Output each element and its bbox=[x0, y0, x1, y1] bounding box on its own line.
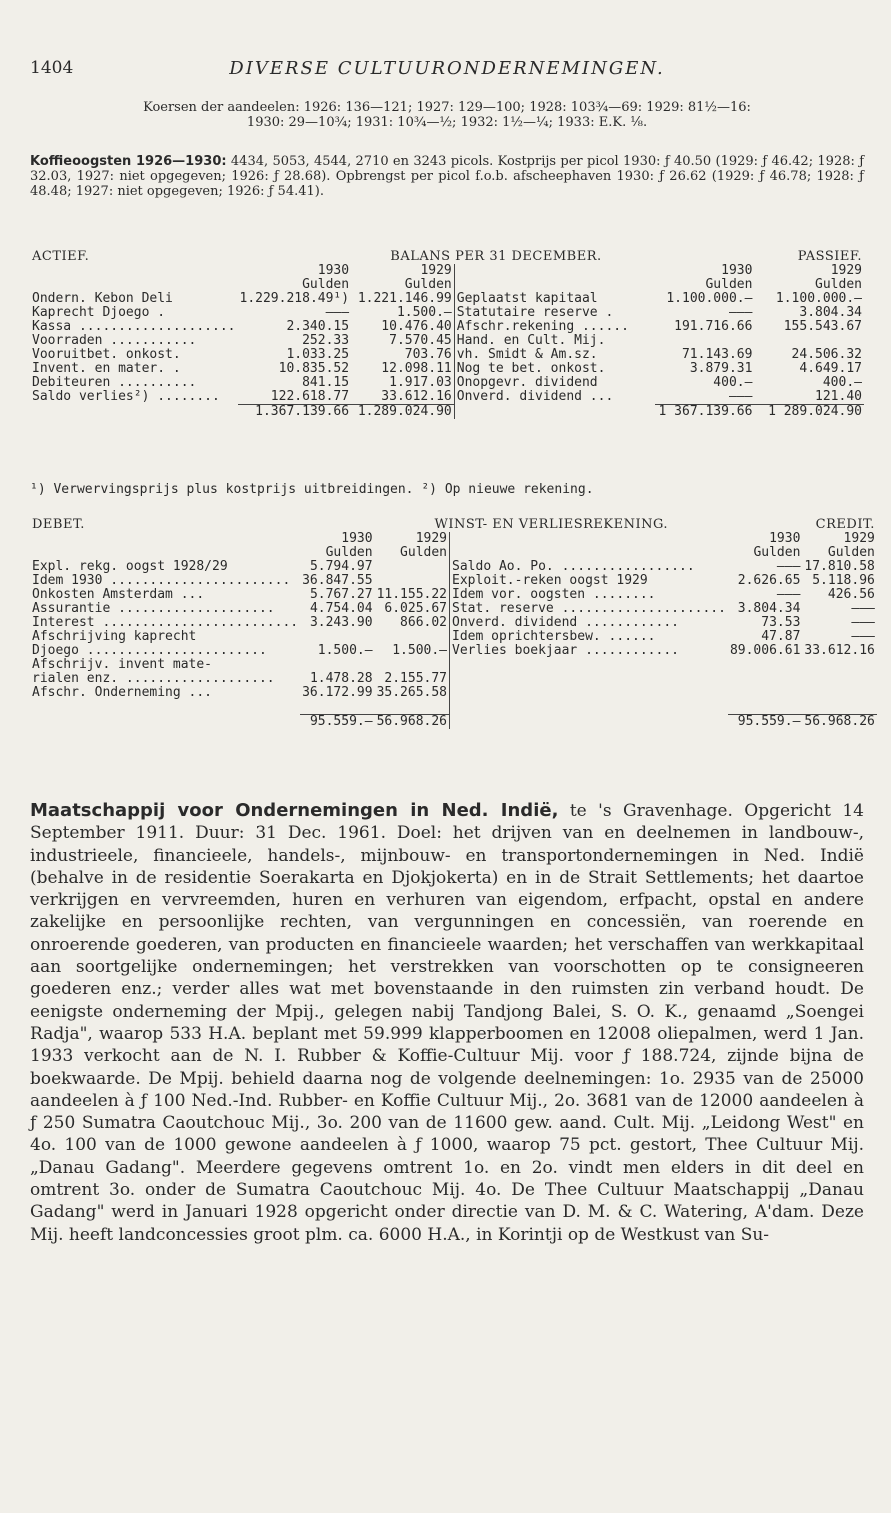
balans-unit: Gulden bbox=[302, 277, 350, 292]
winst-unit: Gulden bbox=[400, 545, 448, 560]
balans-left-value-1929: 12.098.11 bbox=[381, 361, 452, 376]
winst-left-label: Idem 1930 ....................... bbox=[32, 573, 291, 588]
balans-right-label: vh. Smidt & Am.sz. bbox=[454, 348, 655, 362]
balans-right-value-1930 bbox=[655, 334, 754, 348]
balans-right-value-1929: 4.649.17 bbox=[799, 361, 862, 376]
winst-left-value-1929 bbox=[375, 658, 450, 672]
winst-right-label: Saldo Ao. Po. ................. bbox=[450, 560, 728, 574]
balans-left-value-1929: 1.500.— bbox=[396, 305, 452, 320]
winst-right-label: Stat. reserve ..................... bbox=[450, 602, 728, 616]
winst-left-value-1930: 5.794.97 bbox=[309, 559, 373, 574]
balans-row bbox=[30, 306, 864, 320]
balans-left-value-1930: 10.835.52 bbox=[278, 361, 350, 376]
winst-left-value-1930: 4.754.04 bbox=[309, 601, 373, 616]
balans-total: 1.289.024.90 bbox=[351, 405, 454, 420]
balans-right-value-1930: 71.143.69 bbox=[681, 347, 753, 362]
balans-left-label: Vooruitbet. onkost. bbox=[32, 347, 181, 362]
balans-row bbox=[30, 292, 864, 306]
balans-table bbox=[30, 250, 864, 419]
balans-row bbox=[30, 348, 864, 362]
winst-left-label: rialen enz. ................... bbox=[32, 671, 275, 686]
winst-table bbox=[30, 518, 877, 729]
koersen-paragraph bbox=[30, 100, 864, 130]
winst-right-value-1929 bbox=[802, 686, 876, 700]
winst-left-value-1929: 1.500.— bbox=[392, 643, 448, 658]
balans-row bbox=[30, 362, 864, 376]
koffie-paragraph bbox=[30, 154, 864, 199]
balans-right-value-1930: 400.— bbox=[713, 375, 753, 390]
winst-left-value-1929: 6.025.67 bbox=[384, 601, 448, 616]
winst-left-value-1930 bbox=[300, 658, 374, 672]
balans-right-value-1929: 400.— bbox=[822, 375, 862, 390]
balans-left-label: Saldo verlies²) ........ bbox=[32, 389, 220, 405]
winst-row bbox=[30, 574, 877, 588]
winst-right-value-1930: ——— bbox=[776, 559, 801, 574]
balans-left-value-1929: 703.76 bbox=[404, 347, 452, 362]
winst-left-value-1929 bbox=[375, 630, 450, 644]
winst-year: 1930 bbox=[769, 531, 801, 546]
balans-unit: Gulden bbox=[404, 277, 452, 292]
balans-left-value-1930: ——— bbox=[325, 305, 350, 320]
winst-left-value-1930 bbox=[300, 630, 374, 644]
balans-footnote: ¹) Verwervingsprijs plus kostprijs uitbreidingen. ²) Op nieuwe rekening. bbox=[30, 482, 594, 497]
balans-right-label: Onopgevr. dividend bbox=[454, 376, 655, 390]
balans-left-label: Kaprecht Djoego . bbox=[32, 305, 166, 320]
winst-total: 95.559.— bbox=[300, 715, 374, 730]
winst-right-value-1929: 33.612.16 bbox=[804, 643, 875, 658]
winst-right-value-1930: 89.006.61 bbox=[729, 643, 801, 658]
balans-left-value-1930: 252.33 bbox=[302, 333, 350, 348]
winst-right-label: Onverd. dividend ............ bbox=[450, 616, 728, 630]
winst-left-label: Assurantie .................... bbox=[32, 601, 275, 616]
winst-year: 1929 bbox=[415, 531, 448, 546]
balans-right-title: PASSIEF. bbox=[797, 249, 862, 264]
winst-left-value-1929: 866.02 bbox=[400, 615, 448, 630]
winst-left-label: Onkosten Amsterdam ... bbox=[32, 587, 205, 602]
balans-right-label: Onverd. dividend ... bbox=[454, 390, 655, 405]
winst-right-label bbox=[450, 672, 728, 686]
page-number: 1404 bbox=[30, 58, 74, 78]
winst-right-value-1929: ——— bbox=[851, 615, 875, 630]
winst-row bbox=[30, 588, 877, 602]
article-text: te 's Gravenhage. Opgericht 14 September 1911. Duur: 31 Dec. 1961. Doel: het drijven van en deelnemen in landbouw-, industrieele, financieele, handels-, mijnbouw- en transportondernemingen in Ned. Indië (behalve in de residentie Soerakarta en Djokjokerta) en in de Strait Settlements; het daartoe verkrijgen en vervreemden, huren en verhuren van eigendom, erfpacht, opstal en andere zakelijke en persoonlijke rechten, van vergunningen en concessiën, van roerende en onroerende goederen, van producten en financieele waarden; het verschaffen van werkkapitaal aan soortgelijke ondernemingen; het verstrekken van voorschotten op te consigneeren goederen enz.; verder alles wat met bovenstaande in den ruimsten zin verband houdt. De eenigste onderneming der Mpij., gelegen nabij Tandjong Balei, S. O. K., genaamd „Soengei Radja", waarop 533 H.A. beplant met 59.999 klapperboomen en 12008 oliepalmen, werd 1 Jan. 1933 verkocht aan de N. I. Rubber & Koffie-Cultuur Mij. voor ƒ 188.724, zijnde bijna de boekwaarde. De Mpij. behield daarna nog de volgende deelnemingen: 1o. 2935 van de 25000 aandeelen à ƒ 100 Ned.-Ind. Rubber- en Koffie Cultuur Mij., 2o. 3681 van de 12000 aandeelen à ƒ 250 Sumatra Caoutchouc Mij., 3o. 200 van de 11600 gew. aand. Cult. Mij. „Leidong West" en 4o. 100 van de 1000 gewone aandeelen à ƒ 1000, waarop 75 pct. gestort, Thee Cultuur Mij. „Danau Gadang". Meerdere gegevens omtrent 1o. en 2o. vindt men elders in dit deel en omtrent 3o. onder de Sumatra Caoutchouc Mij. 4o. De Thee Cultuur Maatschappij „Danau Gadang" werd in Januari 1928 opgericht onder directie van D. M. & C. Watering, A'dam. Deze Mij. heeft landconcessies groot plm. ca. 6000 H.A., in Korintji op de Westkust van Su- bbox=[30, 801, 865, 1245]
balans-left-value-1929: 7.570.45 bbox=[389, 333, 452, 348]
winst-left-value-1929: 2.155.77 bbox=[384, 671, 448, 686]
winst-right-value-1930: 3.804.34 bbox=[737, 601, 801, 616]
winst-unit: Gulden bbox=[753, 545, 801, 560]
winst-left-value-1930: 3.243.90 bbox=[309, 615, 373, 630]
winst-total: 56.968.26 bbox=[804, 714, 875, 729]
winst-right-value-1930: ——— bbox=[776, 587, 801, 602]
balans-year-1929-left: 1929 bbox=[420, 263, 452, 278]
balans-right-value-1929: 24.506.32 bbox=[791, 347, 862, 362]
winst-left-value-1930: 1.500.— bbox=[317, 643, 373, 658]
winst-left-label: Interest ......................... bbox=[32, 615, 299, 630]
winst-right-value-1929 bbox=[802, 658, 876, 672]
balans-left-label: Debiteuren .......... bbox=[32, 375, 197, 390]
winst-right-label: Idem oprichtersbew. ...... bbox=[450, 630, 728, 644]
balans-right-label: Hand. en Cult. Mij. bbox=[454, 334, 655, 348]
winst-right-label: Verlies boekjaar ............ bbox=[450, 644, 728, 658]
winst-left-label: Afschrijv. invent mate- bbox=[32, 657, 213, 672]
winst-row bbox=[30, 602, 877, 616]
koffie-lead: Koffieoogsten 1926—1930: bbox=[30, 154, 227, 169]
balans-unit: Gulden bbox=[815, 277, 862, 292]
winst-row bbox=[30, 560, 877, 574]
winst-row bbox=[30, 616, 877, 630]
winst-total: 56.968.26 bbox=[375, 715, 450, 730]
balans-left-value-1930: 122.618.77 bbox=[270, 389, 350, 404]
winst-left-value-1930: 36.172.99 bbox=[302, 685, 373, 700]
balans-right-label: Geplaatst kapitaal bbox=[454, 292, 655, 306]
winst-left-value-1929: 35.265.58 bbox=[376, 685, 448, 700]
balans-right-label: Statutaire reserve . bbox=[454, 306, 655, 320]
balans-right-label: Nog te bet. onkost. bbox=[454, 362, 655, 376]
koersen-line-2: 1930: 29—10¾; 1931: 10¾—½; 1932: 1½—¼; 1933: E.K. ⅛. bbox=[246, 115, 648, 130]
koffie-text: 4434, 5053, 4544, 2710 en 3243 picols. Kostprijs per picol 1930: ƒ 40.50 (1929: ƒ 46.42; 1928: ƒ 32.03, 1927: niet opgegeven; 1926: ƒ 28.68). Opbrengst per picol f.o.b. afscheephaven 1930: ƒ 26.62 (1929: ƒ 46.78; 1928: ƒ 48.48; 1927: niet opgegeven; 1926: ƒ 54.41). bbox=[30, 154, 865, 199]
balans-left-value-1930: 2.340.15 bbox=[286, 319, 350, 334]
winst-right-value-1929: 426.56 bbox=[827, 587, 875, 602]
balans-left-label: Invent. en mater. . bbox=[32, 361, 181, 376]
winst-left-label: Expl. rekg. oogst 1928/29 bbox=[32, 559, 228, 574]
balans-unit: Gulden bbox=[705, 277, 753, 292]
balans-right-value-1929: 3.804.34 bbox=[799, 305, 862, 320]
winst-right-value-1930: 73.53 bbox=[761, 615, 801, 630]
winst-right-value-1930: 2.626.65 bbox=[737, 573, 801, 588]
winst-left-value-1930: 36.847.55 bbox=[302, 573, 373, 588]
winst-left-label: Djoego ....................... bbox=[32, 643, 267, 658]
winst-left-label: Afschrijving kaprecht bbox=[32, 629, 197, 644]
balans-left-value-1930: 1.033.25 bbox=[286, 347, 350, 362]
winst-year: 1930 bbox=[341, 531, 373, 546]
balans-right-value-1930: 3.879.31 bbox=[689, 361, 753, 376]
winst-unit: Gulden bbox=[827, 545, 875, 560]
balans-right-value-1930: ——— bbox=[728, 305, 753, 320]
balans-right-value-1929 bbox=[754, 334, 864, 348]
balans-total: 1 367.139.66 bbox=[655, 405, 754, 420]
winst-total: 95.559.— bbox=[728, 715, 802, 730]
balans-row bbox=[30, 320, 864, 334]
balans-year-1930-right: 1930 bbox=[721, 263, 753, 278]
winst-right-value-1929: 17.810.58 bbox=[804, 559, 875, 574]
winst-right-label bbox=[450, 658, 728, 672]
balans-right-value-1929: 1.100.000.— bbox=[775, 291, 862, 306]
balans-left-value-1929: 1.221.146.99 bbox=[357, 291, 452, 306]
winst-row bbox=[30, 644, 877, 658]
balans-total: 1 289.024.90 bbox=[754, 405, 864, 420]
balans-left-value-1930: 841.15 bbox=[302, 375, 350, 390]
balans-left-value-1929: 1.917.03 bbox=[389, 375, 452, 390]
balans-row bbox=[30, 376, 864, 390]
winst-left-value-1929 bbox=[375, 574, 450, 588]
running-header bbox=[30, 58, 864, 84]
winst-year: 1929 bbox=[843, 531, 875, 546]
balans-left-label: Ondern. Kebon Deli bbox=[32, 291, 173, 306]
winst-right-value-1929: ——— bbox=[851, 629, 875, 644]
winst-left-value-1930: 5.767.27 bbox=[309, 587, 373, 602]
winst-row bbox=[30, 658, 877, 672]
balans-left-label: Voorraden ........... bbox=[32, 333, 197, 348]
balans-right-label: Afschr.rekening ...... bbox=[454, 320, 655, 334]
winst-right-label: Idem vor. oogsten ........ bbox=[450, 588, 728, 602]
winst-right-value-1930 bbox=[728, 672, 802, 686]
article-lead: Maatschappij voor Ondernemingen in Ned. Indië, bbox=[30, 800, 559, 821]
winst-right-value-1930: 47.87 bbox=[761, 629, 801, 644]
balans-row bbox=[30, 390, 864, 405]
winst-left-value-1929: 11.155.22 bbox=[376, 587, 448, 602]
winst-right-value-1929: 5.118.96 bbox=[812, 573, 875, 588]
winst-right-label: Exploit.-reken oogst 1929 bbox=[450, 574, 728, 588]
balans-right-value-1930: ——— bbox=[728, 389, 753, 404]
koersen-line-1: Koersen der aandeelen: 1926: 136—121; 1927: 129—100; 1928: 103¾—69: 1929: 81½—16: bbox=[143, 100, 751, 115]
balans-year-1929-right: 1929 bbox=[830, 263, 862, 278]
balans-left-value-1929: 33.612.16 bbox=[381, 389, 452, 404]
winst-right-value-1929: ——— bbox=[851, 601, 875, 616]
winst-right-value-1930 bbox=[728, 658, 802, 672]
winst-right-label bbox=[450, 686, 728, 700]
balans-mid-title: BALANS PER 31 DECEMBER. bbox=[390, 249, 602, 264]
winst-right-value-1930 bbox=[728, 686, 802, 700]
balans-right-value-1930: 1.100.000.— bbox=[666, 291, 753, 306]
balans-left-title: ACTIEF. bbox=[32, 249, 90, 264]
winst-left-value-1929 bbox=[375, 560, 450, 574]
balans-right-value-1929: 155.543.67 bbox=[783, 319, 862, 334]
winst-left-value-1930: 1.478.28 bbox=[309, 671, 373, 686]
winst-right-value-1929 bbox=[802, 672, 876, 686]
balans-left-value-1929: 10.476.40 bbox=[381, 319, 452, 334]
winst-unit: Gulden bbox=[325, 545, 373, 560]
winst-row bbox=[30, 672, 877, 686]
balans-row bbox=[30, 334, 864, 348]
balans-right-value-1930: 191.716.66 bbox=[674, 319, 753, 334]
article-paragraph bbox=[30, 800, 864, 1246]
balans-right-value-1929: 121.40 bbox=[815, 389, 862, 404]
winst-left-label: Afschr. Onderneming ... bbox=[32, 685, 213, 700]
running-title: DIVERSE CULTUURONDERNEMINGEN. bbox=[229, 58, 665, 79]
winst-row bbox=[30, 630, 877, 644]
winst-right-title: CREDIT. bbox=[815, 517, 875, 532]
balans-left-value-1930: 1.229.218.49¹) bbox=[239, 291, 350, 306]
winst-row bbox=[30, 686, 877, 700]
winst-mid-title: WINST- EN VERLIESREKENING. bbox=[434, 517, 669, 532]
winst-left-title: DEBET. bbox=[32, 517, 85, 532]
balans-year-1930-left: 1930 bbox=[317, 263, 350, 278]
balans-left-label: Kassa .................... bbox=[32, 319, 236, 334]
balans-total: 1.367.139.66 bbox=[238, 405, 352, 420]
